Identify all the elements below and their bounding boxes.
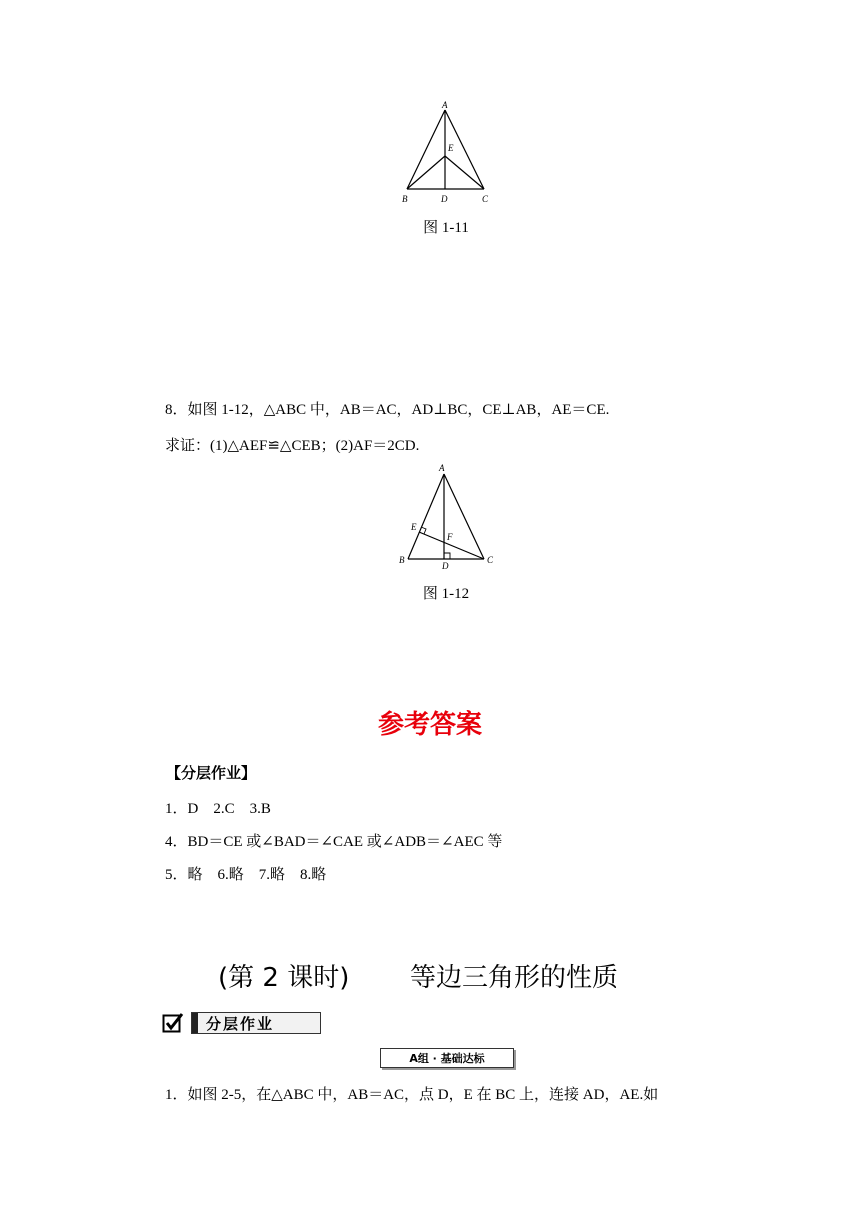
- label-d: D: [442, 561, 449, 571]
- lesson-number: (第 2 课时): [218, 963, 350, 993]
- homework-banner-label: 分层作业: [206, 1014, 275, 1033]
- figure-1-11: [395, 100, 495, 208]
- figure-1-11-caption: 图 1-11: [423, 220, 469, 236]
- answer-line-3: 5．略 6.略 7.略 8.略: [165, 867, 327, 883]
- problem-8-statement: 8．如图 1-12，△ABC 中，AB＝AC，AD⊥BC，CE⊥AB，AE＝CE.: [165, 402, 610, 418]
- checkbox-icon: [162, 1012, 184, 1034]
- label-f: F: [447, 532, 453, 542]
- label-e: E: [411, 522, 417, 532]
- label-c: C: [482, 194, 489, 204]
- label-d: D: [441, 194, 448, 204]
- problem-8-proof-goal: 求证：(1)△AEF≌△CEB；(2)AF＝2CD.: [165, 438, 420, 454]
- problem-1-statement: 1．如图 2-5，在△ABC 中，AB＝AC，点 D，E 在 BC 上，连接 AD，AE.如: [165, 1087, 659, 1103]
- label-c: C: [487, 555, 494, 565]
- figure-1-12-diagram: [395, 462, 500, 572]
- label-a: A: [442, 100, 448, 110]
- label-a: A: [439, 463, 445, 473]
- banner-bar: [192, 1013, 198, 1033]
- label-b: B: [402, 194, 408, 204]
- answer-line-1: 1．D 2.C 3.B: [165, 801, 271, 817]
- label-e: E: [448, 143, 454, 153]
- figure-1-12: [395, 462, 500, 572]
- answer-section-label: 【分层作业】: [166, 764, 257, 782]
- figure-1-11-diagram: [395, 100, 495, 208]
- homework-banner: [191, 1012, 321, 1034]
- answer-line-2: 4．BD＝CE 或∠BAD＝∠CAE 或∠ADB＝∠AEC 等: [165, 834, 503, 850]
- answer-key-title: 参考答案: [377, 710, 482, 740]
- label-b: B: [399, 555, 405, 565]
- figure-1-12-caption: 图 1-12: [422, 586, 470, 602]
- lesson-title: 等边三角形的性质: [410, 963, 619, 993]
- group-tag: A组 · 基础达标: [380, 1048, 514, 1068]
